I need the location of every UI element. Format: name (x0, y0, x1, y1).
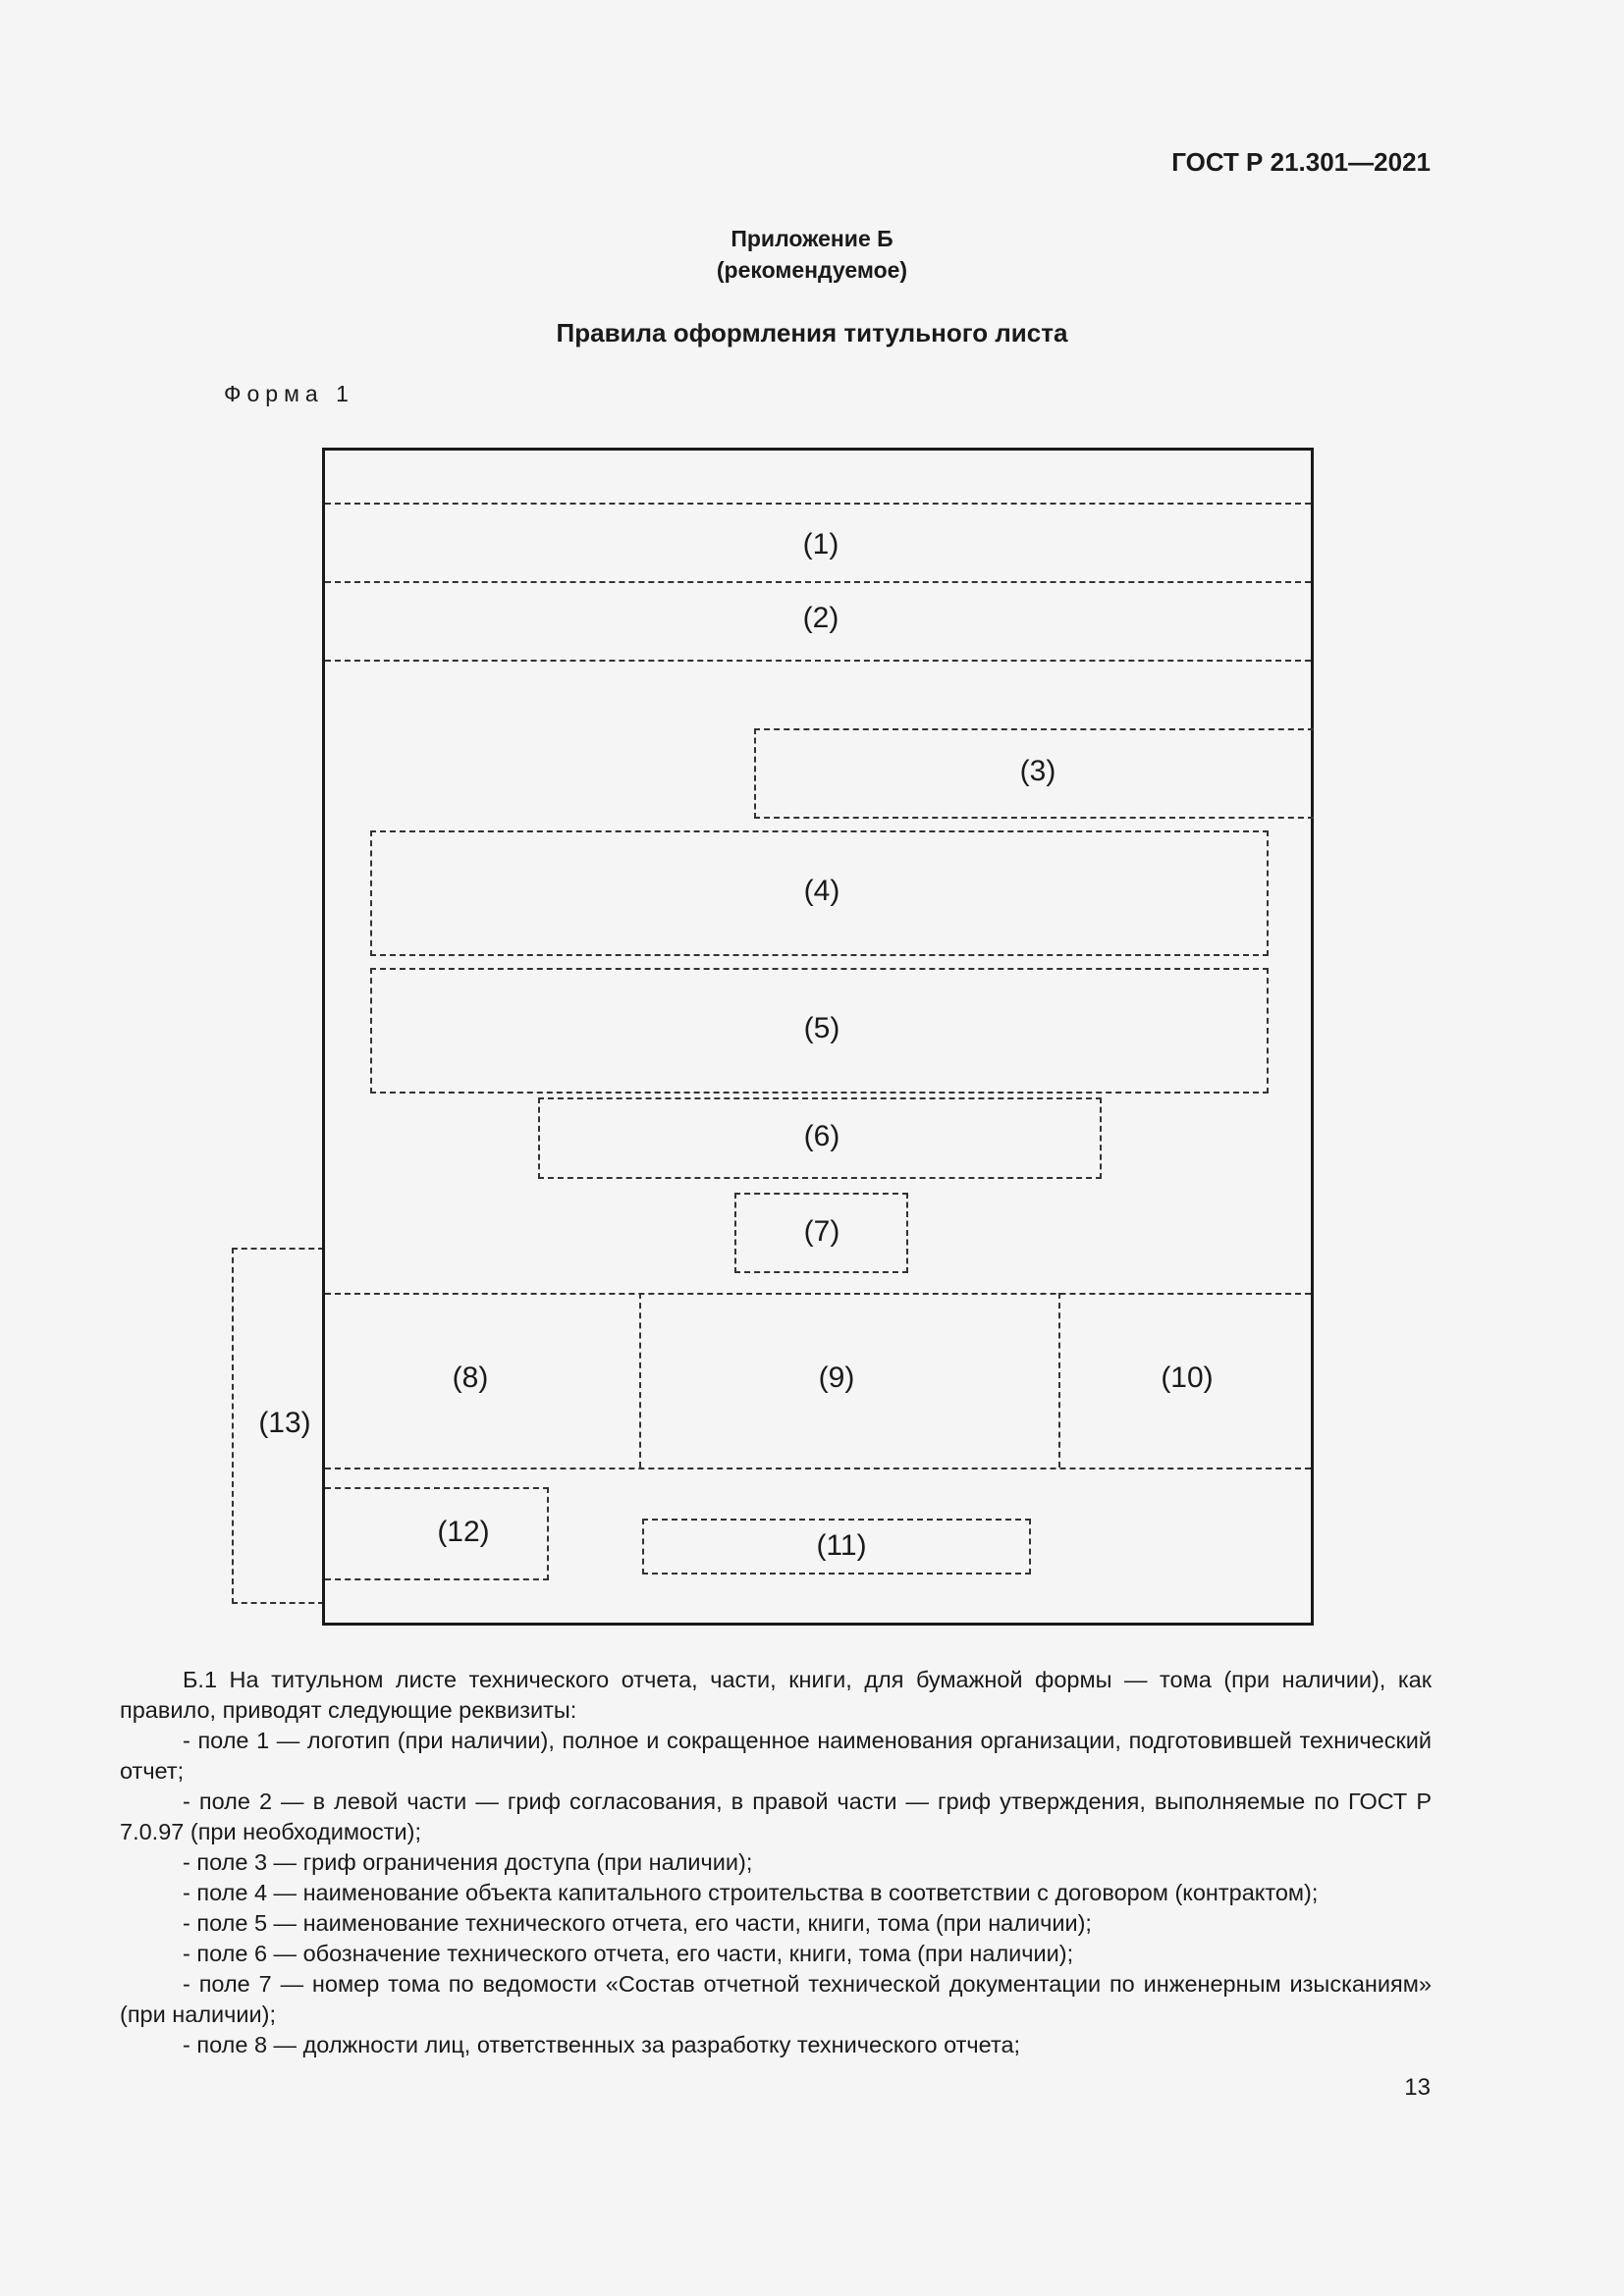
field-9-10-divider (1058, 1293, 1060, 1468)
list-item-field-6: - поле 6 — обозначение технического отчета, его части, книги, тома (при наличии); (183, 1941, 1074, 1966)
field-2-bottom-line (325, 660, 1311, 662)
field-1-top-line (325, 503, 1311, 505)
field-8-label: (8) (452, 1362, 489, 1394)
standard-code: ГОСТ Р 21.301—2021 (1171, 147, 1431, 177)
field-1-bottom-line (325, 581, 1311, 583)
list-item-field-7: - поле 7 — номер тома по ведомости «Состав отчетной технической документации по инженерным изысканиям» (при наличии); (120, 1971, 1432, 2027)
paragraph-intro: Б.1 На титульном листе технического отчета, части, книги, для бумажной формы — тома (при наличии), как правило, приводят следующие реквизиты: (120, 1667, 1432, 1723)
requisites-text (120, 1665, 1432, 2060)
field-10-label: (10) (1161, 1362, 1214, 1394)
field-12-label: (12) (437, 1516, 490, 1548)
field-8-10-bottom-line (325, 1468, 1311, 1469)
field-7-label: (7) (803, 1215, 840, 1248)
field-8-9-divider (639, 1293, 641, 1468)
appendix-status: (рекомендуемое) (716, 257, 908, 283)
appendix-title: Приложение Б (731, 226, 893, 251)
list-item-field-2: - поле 2 — в левой части — гриф согласования, в правой части — гриф утверждения, выполняемые по ГОСТ Р 7.0.97 (при необходимости); (120, 1789, 1432, 1844)
page-number: 13 (1404, 2074, 1431, 2101)
title-page-form (322, 448, 1314, 1626)
field-8-10-top-line (325, 1293, 1311, 1295)
list-item-field-4: - поле 4 — наименование объекта капитального строительства в соответствии с договором (контрактом); (183, 1880, 1319, 1905)
field-1-label: (1) (802, 528, 839, 561)
form-label: Форма 1 (224, 381, 354, 406)
list-item-field-8: - поле 8 — должности лиц, ответственных за разработку технического отчета; (183, 2032, 1021, 2057)
field-6-label: (6) (803, 1120, 840, 1152)
field-2-label: (2) (802, 602, 839, 634)
field-11-label: (11) (816, 1529, 867, 1562)
field-9-label: (9) (818, 1362, 855, 1394)
field-13-label: (13) (258, 1407, 311, 1439)
section-heading: Правила оформления титульного листа (556, 318, 1068, 347)
list-item-field-5: - поле 5 — наименование технического отчета, его части, книги, тома (при наличии); (183, 1910, 1092, 1936)
field-4-label: (4) (803, 875, 840, 907)
field-5-label: (5) (803, 1012, 840, 1044)
list-item-field-1: - поле 1 — логотип (при наличии), полное и сокращенное наименования организации, подготовившей технический отчет; (120, 1728, 1432, 1784)
field-3-label: (3) (1019, 755, 1056, 787)
list-item-field-3: - поле 3 — гриф ограничения доступа (при наличии); (183, 1849, 753, 1875)
